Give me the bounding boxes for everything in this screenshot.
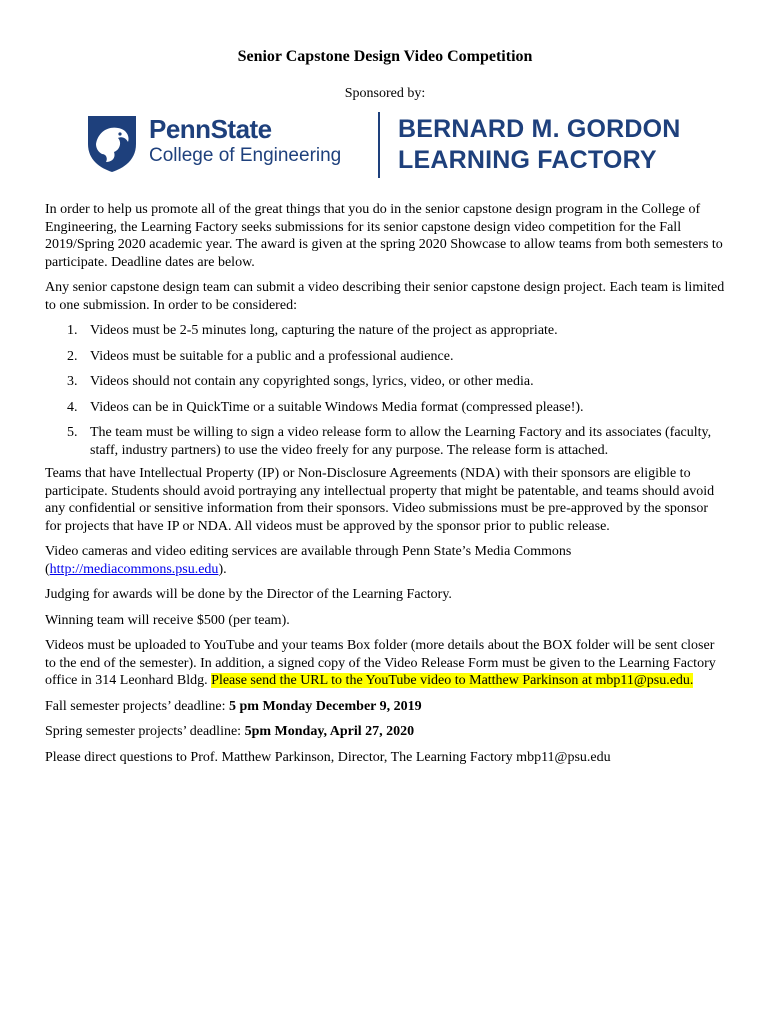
learning-factory-wordmark-line1: BERNARD M. GORDON — [398, 115, 681, 143]
page-title: Senior Capstone Design Video Competition — [237, 48, 533, 65]
prize-paragraph: Winning team will receive $500 (per team). — [45, 612, 290, 628]
media-commons-paragraph: Video cameras and video editing services are available through Penn State’s Media Commons (http://mediacommons.psu.edu). — [45, 544, 572, 577]
judging-paragraph: Judging for awards will be done by the Director of the Learning Factory. — [45, 587, 452, 602]
list-item: 3. Videos should not contain any copyrighted songs, lyrics, video, or other media. — [67, 374, 534, 389]
spring-deadline-paragraph: Spring semester projects’ deadline: 5pm Monday, April 27, 2020 — [45, 724, 415, 739]
sponsored-by-label: Sponsored by: — [344, 86, 426, 101]
submission-paragraph: Any senior capstone design team can submit a video describing their senior capstone design project. Each team is limited to one submission. In order to be considered: — [45, 280, 725, 313]
rules-list — [45, 322, 725, 459]
upload-paragraph: Videos must be uploaded to YouTube and your teams Box folder (more details about the BOX folder will be sent closer to the end of the semester). In addition, a signed copy of the Video Release Form must be given to the Learning Factory office in 314 Leonhard Bldg. Please send the URL to the YouTube video to Matthew Parkinson at mbp11@psu.edu. — [45, 638, 716, 688]
nittany-lion-shield-icon — [86, 114, 138, 174]
list-item: 5. The team must be willing to sign a video release form to allow the Learning Factory and its associates (faculty, staff, industry partners) to use the video freely for any purpose. The release form is attached. — [67, 425, 712, 458]
highlighted-instruction: Please send the URL to the YouTube video to Matthew Parkinson at mbp11@psu.edu. — [211, 673, 694, 688]
college-of-engineering-wordmark: College of Engineering — [149, 145, 342, 166]
list-item: 4. Videos can be in QuickTime or a suitable Windows Media format (compressed please!). — [67, 399, 584, 415]
questions-paragraph: Please direct questions to Prof. Matthew Parkinson, Director, The Learning Factory mbp11@psu.edu — [45, 749, 611, 765]
fall-deadline: 5 pm Monday December 9, 2019 — [229, 698, 422, 714]
logo-divider — [378, 112, 380, 178]
fall-deadline-paragraph: Fall semester projects’ deadline: 5 pm Monday December 9, 2019 — [45, 698, 422, 714]
intro-paragraph: In order to help us promote all of the great things that you do in the senior capstone design program in the College of Engineering, the Learning Factory seeks submissions for its senior capstone design video competition for the Fall 2019/Spring 2020 academic year. The award is given at the spring 2020 Showcase to allow teams from both semesters to participate. Deadline dates are below. — [45, 202, 723, 270]
media-commons-link[interactable]: http://mediacommons.psu.edu — [49, 561, 219, 577]
document-body — [45, 201, 725, 774]
pennstate-wordmark: PennState — [149, 114, 272, 144]
spring-deadline: 5pm Monday, April 27, 2020 — [244, 724, 415, 739]
ip-paragraph: Teams that have Intellectual Property (IP) or Non-Disclosure Agreements (NDA) with their sponsors are eligible to participate. Students should avoid portraying any intellectual property that might be patentable, and teams should avoid any confidential or sensitive information from their sponsors. Video submissions must be pre-approved by the sponsor for projects that have IP or NDA. All videos must be approved by the sponsor prior to public release. — [45, 466, 715, 534]
sponsor-logos — [86, 112, 696, 178]
learning-factory-wordmark-line2: LEARNING FACTORY — [398, 146, 657, 174]
list-item: 1. Videos must be 2-5 minutes long, capturing the nature of the project as appropriate. — [67, 323, 558, 338]
list-item: 2. Videos must be suitable for a public and a professional audience. — [67, 348, 454, 364]
